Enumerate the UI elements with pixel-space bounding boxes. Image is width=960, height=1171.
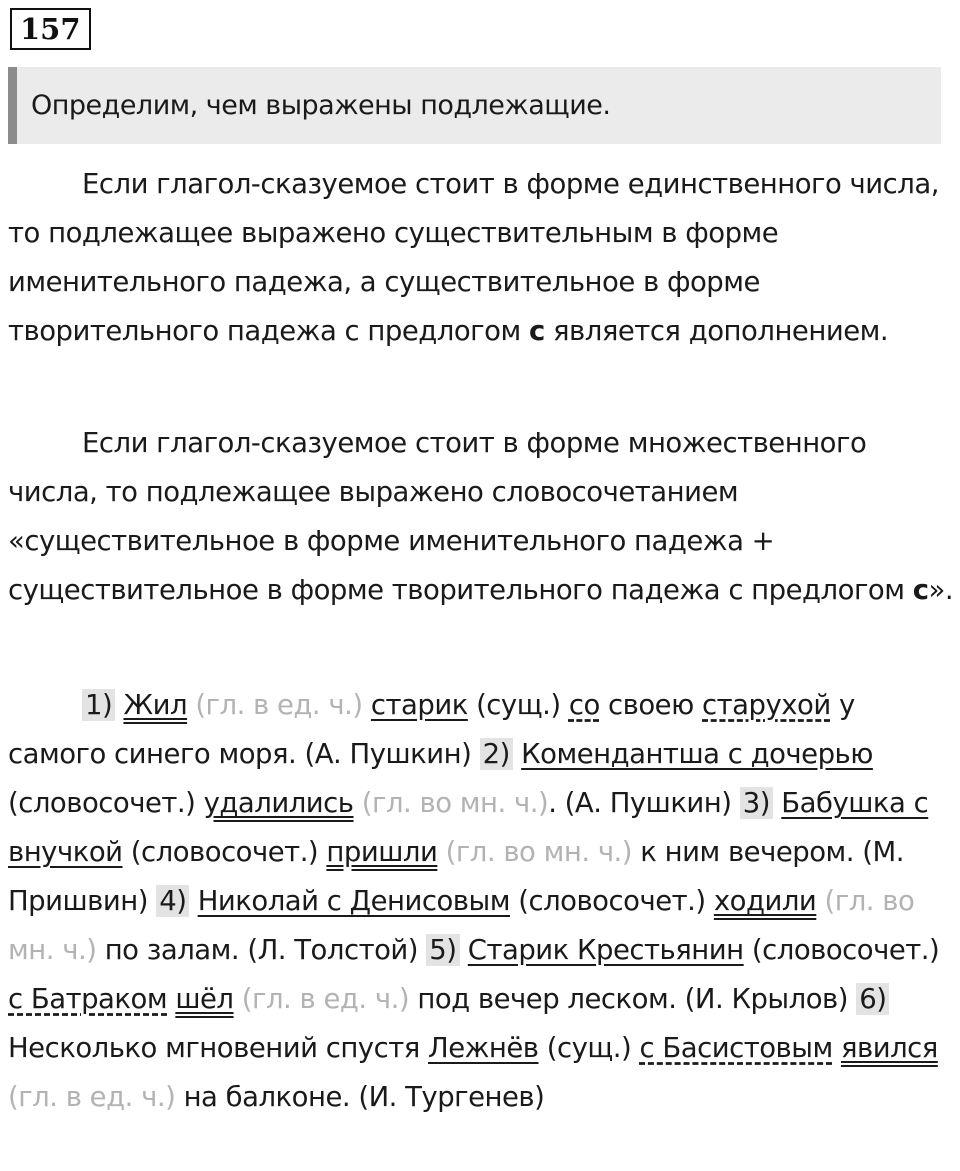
predicate: Жил xyxy=(123,689,188,721)
rule1-text-end: является дополнением. xyxy=(544,315,889,347)
rule2-text-end: ». xyxy=(928,574,954,606)
rule2-text-start: Если глагол-сказуемое стоит в форме множественного числа, то подлежащее выражено словосочетанием «существительное в форме именительного падежа + существительное в форме творительного падежа с предлогом xyxy=(8,427,913,606)
grammar-note: (гл. в ед. ч.) xyxy=(241,983,410,1015)
example-number: 1) xyxy=(82,689,115,721)
task-banner: Определим, чем выражены подлежащие. xyxy=(8,67,941,144)
predicate: ходили xyxy=(713,885,817,917)
grammar-note: (словосочет.) xyxy=(130,836,319,868)
sentence-text: к ним вечером. (М. Пришвин) xyxy=(8,836,904,917)
subject: Лежнёв xyxy=(428,1032,539,1064)
subject: Бабушка с внучкой xyxy=(8,787,929,868)
rule-paragraph-plural xyxy=(8,419,956,615)
object: с Батраком xyxy=(8,983,168,1015)
sentence-text: Несколько мгновений спустя xyxy=(8,1032,420,1064)
rule1-preposition: с xyxy=(528,315,545,347)
predicate: удалились xyxy=(203,787,354,819)
example-number: 6) xyxy=(856,983,889,1015)
sentence-text: своею xyxy=(608,689,694,721)
example-number: 5) xyxy=(426,934,459,966)
rule2-preposition: с xyxy=(912,574,929,606)
example-number: 3) xyxy=(740,787,773,819)
examples-paragraph xyxy=(8,681,956,1122)
subject: Старик Крестьянин xyxy=(467,934,744,966)
object-preposition: со xyxy=(568,689,600,721)
subject: Комендантша с дочерью xyxy=(521,738,873,770)
subject: Николай с Денисовым xyxy=(197,885,510,917)
predicate: шёл xyxy=(175,983,234,1015)
object: старухой xyxy=(702,689,831,721)
object: с Басистовым xyxy=(639,1032,833,1064)
grammar-note: (гл. в ед. ч.) xyxy=(195,689,363,721)
rule-paragraph-singular xyxy=(8,160,956,356)
grammar-note: (гл. во мн. ч.) xyxy=(445,836,633,868)
sentence-text: по залам. (Л. Толстой) xyxy=(104,934,419,966)
grammar-note: (гл. во мн. ч.) xyxy=(361,787,549,819)
subject: старик xyxy=(370,689,468,721)
example-number: 4) xyxy=(156,885,189,917)
predicate: пришли xyxy=(326,836,438,868)
grammar-note: (сущ.) xyxy=(476,689,561,721)
grammar-note: (гл. во мн. ч.) xyxy=(8,885,915,966)
task-number: 157 xyxy=(10,8,91,50)
predicate: явился xyxy=(840,1032,938,1064)
grammar-note: (сущ.) xyxy=(546,1032,632,1064)
sentence-text: на балконе. (И. Тургенев) xyxy=(183,1081,545,1113)
grammar-note: (словосочет.) xyxy=(518,885,706,917)
grammar-note: (словосочет.) xyxy=(8,787,196,819)
grammar-note: (гл. в ед. ч.) xyxy=(8,1081,176,1113)
example-number: 2) xyxy=(480,738,513,770)
rule1-text-start: Если глагол-сказуемое стоит в форме единственного числа, то подлежащее выражено существительным в форме именительного падежа, а существительное в форме творительного падежа с предлогом xyxy=(8,168,939,347)
grammar-note: (словосочет.) xyxy=(751,934,940,966)
sentence-text: под вечер леском. (И. Крылов) xyxy=(417,983,848,1015)
sentence-text: у самого синего моря. (А. Пушкин) xyxy=(8,689,855,770)
sentence-text: . (А. Пушкин) xyxy=(548,787,732,819)
